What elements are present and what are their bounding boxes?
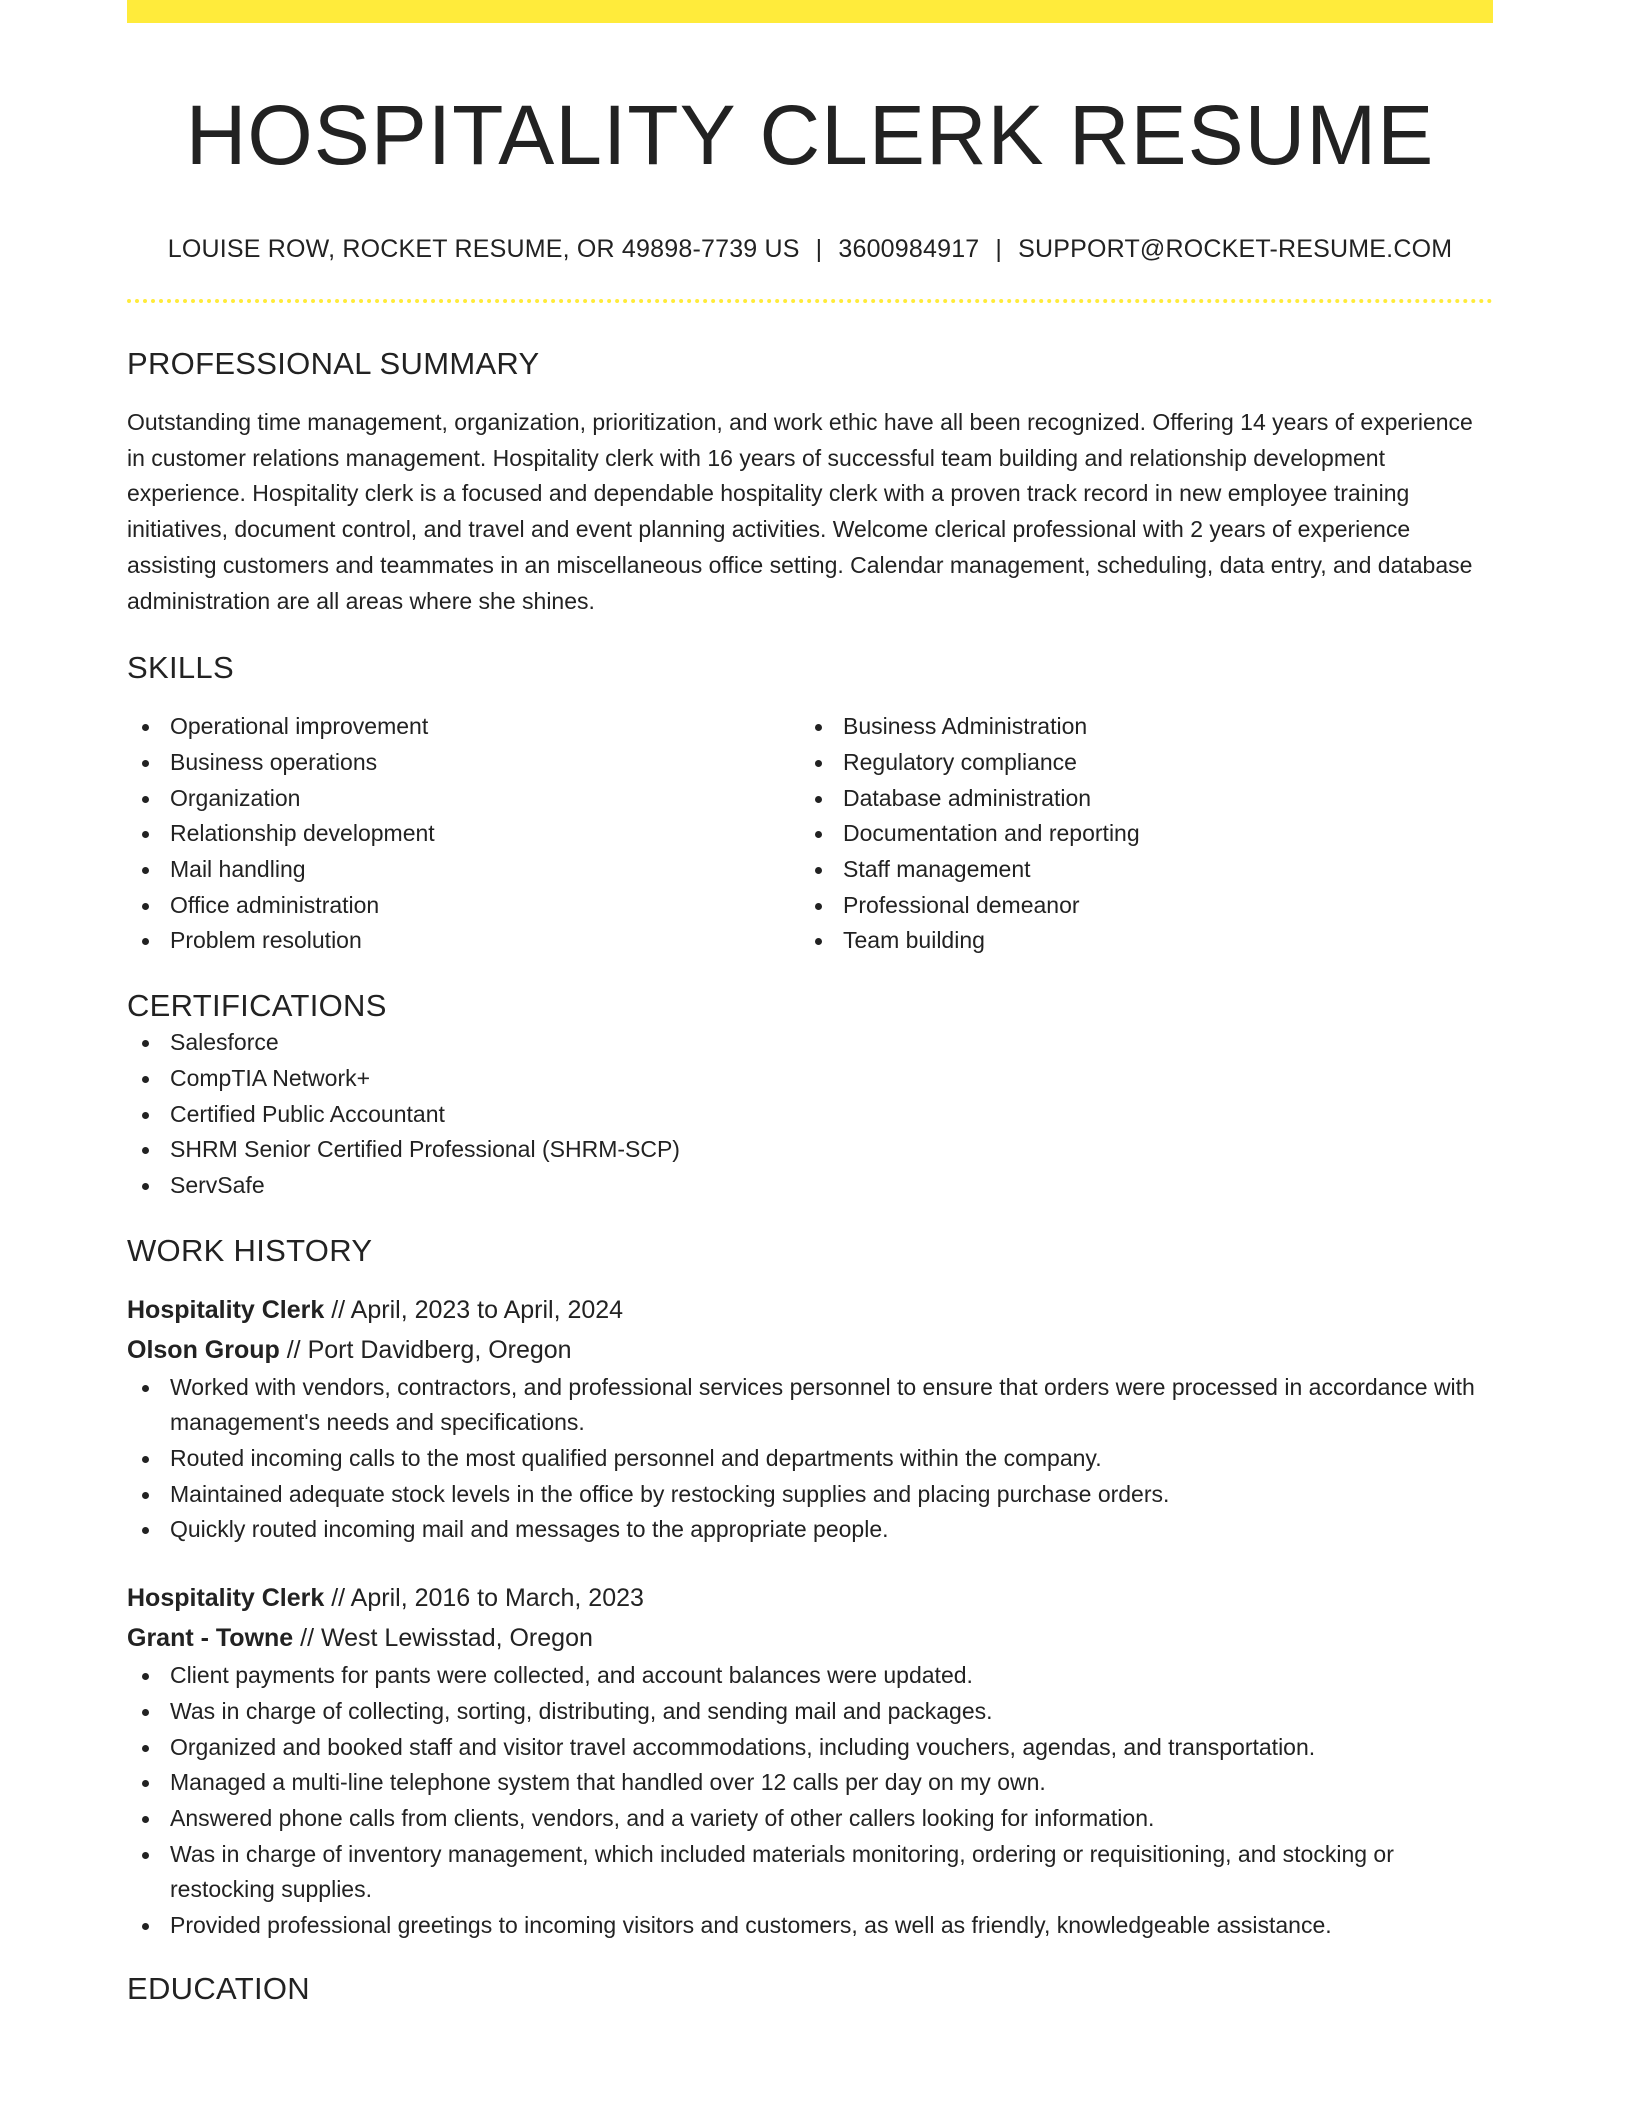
summary-text: Outstanding time management, organization, prioritization, and work ethic have all been recognized. Offering 14 years of experience in customer relations management. Hospitality clerk with 16 years of successful team building and relationship development experience. Hospitality clerk is a focused and dependable hospitality clerk with a proven track record in new employee training initiatives, document control, and travel and event planning activities. Welcome clerical professional with 2 years of experience assisting customers and teammates in an miscellaneous office setting. Calendar management, scheduling, data entry, and database administration are all areas where she shines.	[127, 409, 1473, 614]
skills-grid	[127, 709, 1493, 959]
contact-separator: |	[815, 235, 823, 263]
bullet-icon	[142, 1709, 149, 1716]
bullet-icon	[142, 724, 149, 731]
certifications-list	[127, 1025, 1493, 1204]
job-location: // Port Davidberg, Oregon	[279, 1335, 572, 1364]
bullet-icon	[142, 831, 149, 838]
certification-label: CompTIA Network+	[170, 1064, 371, 1091]
list-item	[127, 923, 800, 959]
list-item	[800, 781, 1473, 817]
job-entry	[127, 1290, 1493, 1549]
bullet-icon	[142, 1183, 149, 1190]
contact-email: SUPPORT@ROCKET-RESUME.COM	[1018, 235, 1453, 263]
skills-column-left	[127, 709, 800, 959]
job-title: Hospitality Clerk	[127, 1295, 325, 1324]
certification-label: ServSafe	[170, 1171, 265, 1198]
duty-text: Managed a multi-line telephone system that handled over 12 calls per day on my own.	[170, 1769, 1046, 1796]
contact-address: LOUISE ROW, ROCKET RESUME, OR 49898-7739 US	[167, 235, 800, 263]
list-item	[127, 1801, 1493, 1837]
job-title: Hospitality Clerk	[127, 1584, 325, 1613]
job-company: Olson Group	[127, 1335, 280, 1364]
skill-label: Operational improvement	[170, 713, 429, 740]
summary-heading: PROFESSIONAL SUMMARY	[127, 346, 540, 381]
bullet-icon	[815, 938, 822, 945]
list-item	[127, 1765, 1493, 1801]
skill-label: Team building	[843, 927, 985, 954]
certifications-heading: CERTIFICATIONS	[127, 988, 387, 1024]
bullet-icon	[815, 760, 822, 767]
job-dates: // April, 2016 to March, 2023	[324, 1584, 644, 1613]
duty-text: Maintained adequate stock levels in the office by restocking supplies and placing purchase orders.	[170, 1480, 1170, 1507]
skill-label: Office administration	[170, 891, 380, 918]
skill-label: Professional demeanor	[843, 891, 1080, 918]
bullet-icon	[142, 938, 149, 945]
skills-list-left	[127, 709, 800, 959]
list-item	[800, 852, 1473, 888]
bullet-icon	[142, 760, 149, 767]
accent-top-bar	[127, 0, 1493, 23]
bullet-icon	[815, 867, 822, 874]
list-item	[127, 745, 800, 781]
bullet-icon	[142, 1527, 149, 1534]
bullet-icon	[142, 1040, 149, 1047]
contact-separator: |	[995, 235, 1003, 263]
list-item	[127, 1730, 1493, 1766]
bullet-icon	[142, 1852, 149, 1859]
bullet-icon	[142, 1780, 149, 1787]
list-item	[127, 816, 800, 852]
certification-label: SHRM Senior Certified Professional (SHRM-SCP)	[170, 1136, 680, 1163]
duty-text: Answered phone calls from clients, vendors, and a variety of other callers looking for information.	[170, 1804, 1155, 1831]
list-item	[127, 1441, 1493, 1477]
bullet-icon	[142, 1492, 149, 1499]
bullet-icon	[142, 1673, 149, 1680]
contact-line	[127, 233, 1493, 265]
list-item	[800, 888, 1473, 924]
skill-label: Problem resolution	[170, 927, 362, 954]
list-item	[127, 1908, 1493, 1944]
bullet-icon	[142, 796, 149, 803]
duty-text: Provided professional greetings to incoming visitors and customers, as well as friendly, knowledgeable assistance.	[170, 1912, 1332, 1939]
duty-text: Organized and booked staff and visitor travel accommodations, including vouchers, agendas, and transportation.	[170, 1733, 1316, 1760]
list-item	[800, 709, 1473, 745]
certification-label: Salesforce	[170, 1029, 279, 1056]
bullet-icon	[142, 1147, 149, 1154]
bullet-icon	[142, 1456, 149, 1463]
job-dates: // April, 2023 to April, 2024	[324, 1295, 624, 1324]
list-item	[800, 745, 1473, 781]
duty-text: Worked with vendors, contractors, and professional services personnel to ensure that orders were processed in accordance with management's needs and specifications.	[170, 1373, 1475, 1436]
resume-title: HOSPITALITY CLERK RESUME	[185, 88, 1435, 182]
bullet-icon	[142, 1076, 149, 1083]
list-item	[127, 1694, 1493, 1730]
duty-text: Was in charge of collecting, sorting, distributing, and sending mail and packages.	[170, 1697, 993, 1724]
work-history-heading: WORK HISTORY	[127, 1232, 373, 1268]
job-title-line	[127, 1290, 1493, 1330]
skill-label: Regulatory compliance	[843, 748, 1077, 775]
duty-text: Routed incoming calls to the most qualified personnel and departments within the company.	[170, 1445, 1102, 1472]
bullet-icon	[815, 903, 822, 910]
job-company-line	[127, 1618, 1493, 1658]
bullet-icon	[142, 867, 149, 874]
skill-label: Staff management	[843, 856, 1031, 883]
bullet-icon	[815, 724, 822, 731]
bullet-icon	[142, 1112, 149, 1119]
job-location: // West Lewisstad, Oregon	[293, 1624, 593, 1653]
list-item	[127, 888, 800, 924]
list-item	[127, 1477, 1493, 1513]
list-item	[127, 1837, 1493, 1908]
duty-text: Was in charge of inventory management, which included materials monitoring, ordering or requisitioning, and stocking or restocking supplies.	[170, 1840, 1394, 1903]
bullet-icon	[142, 1745, 149, 1752]
bullet-icon	[142, 903, 149, 910]
bullet-icon	[142, 1923, 149, 1930]
skills-list-right	[800, 709, 1473, 959]
list-item	[127, 1168, 1493, 1204]
duty-text: Quickly routed incoming mail and messages to the appropriate people.	[170, 1516, 889, 1543]
resume-page	[127, 0, 1493, 2008]
duty-text: Client payments for pants were collected, and account balances were updated.	[170, 1662, 973, 1689]
skill-label: Mail handling	[170, 856, 306, 883]
skills-heading: SKILLS	[127, 650, 234, 686]
skill-label: Relationship development	[170, 820, 435, 847]
list-item	[127, 781, 800, 817]
list-item	[127, 1512, 1493, 1548]
skill-label: Documentation and reporting	[843, 820, 1140, 847]
skill-label: Business Administration	[843, 713, 1088, 740]
bullet-icon	[142, 1385, 149, 1392]
education-heading: EDUCATION	[127, 1970, 310, 2006]
contact-phone: 3600984917	[838, 235, 980, 263]
list-item	[127, 1097, 1493, 1133]
job-duties-list	[127, 1658, 1493, 1944]
bullet-icon	[815, 831, 822, 838]
job-company: Grant - Towne	[127, 1624, 294, 1653]
list-item	[127, 1025, 1493, 1061]
job-entry	[127, 1578, 1493, 1944]
list-item	[127, 709, 800, 745]
dotted-divider	[127, 299, 1493, 303]
skill-label: Organization	[170, 784, 301, 811]
bullet-icon	[142, 1816, 149, 1823]
list-item	[127, 1061, 1493, 1097]
bullet-icon	[815, 796, 822, 803]
job-company-line	[127, 1330, 1493, 1370]
job-title-line	[127, 1578, 1493, 1618]
list-item	[800, 923, 1473, 959]
list-item	[127, 852, 800, 888]
certification-label: Certified Public Accountant	[170, 1100, 445, 1127]
list-item	[800, 816, 1473, 852]
skill-label: Business operations	[170, 748, 378, 775]
list-item	[127, 1370, 1493, 1441]
list-item	[127, 1658, 1493, 1694]
skills-column-right	[800, 709, 1473, 959]
skill-label: Database administration	[843, 784, 1092, 811]
list-item	[127, 1132, 1493, 1168]
job-duties-list	[127, 1370, 1493, 1549]
